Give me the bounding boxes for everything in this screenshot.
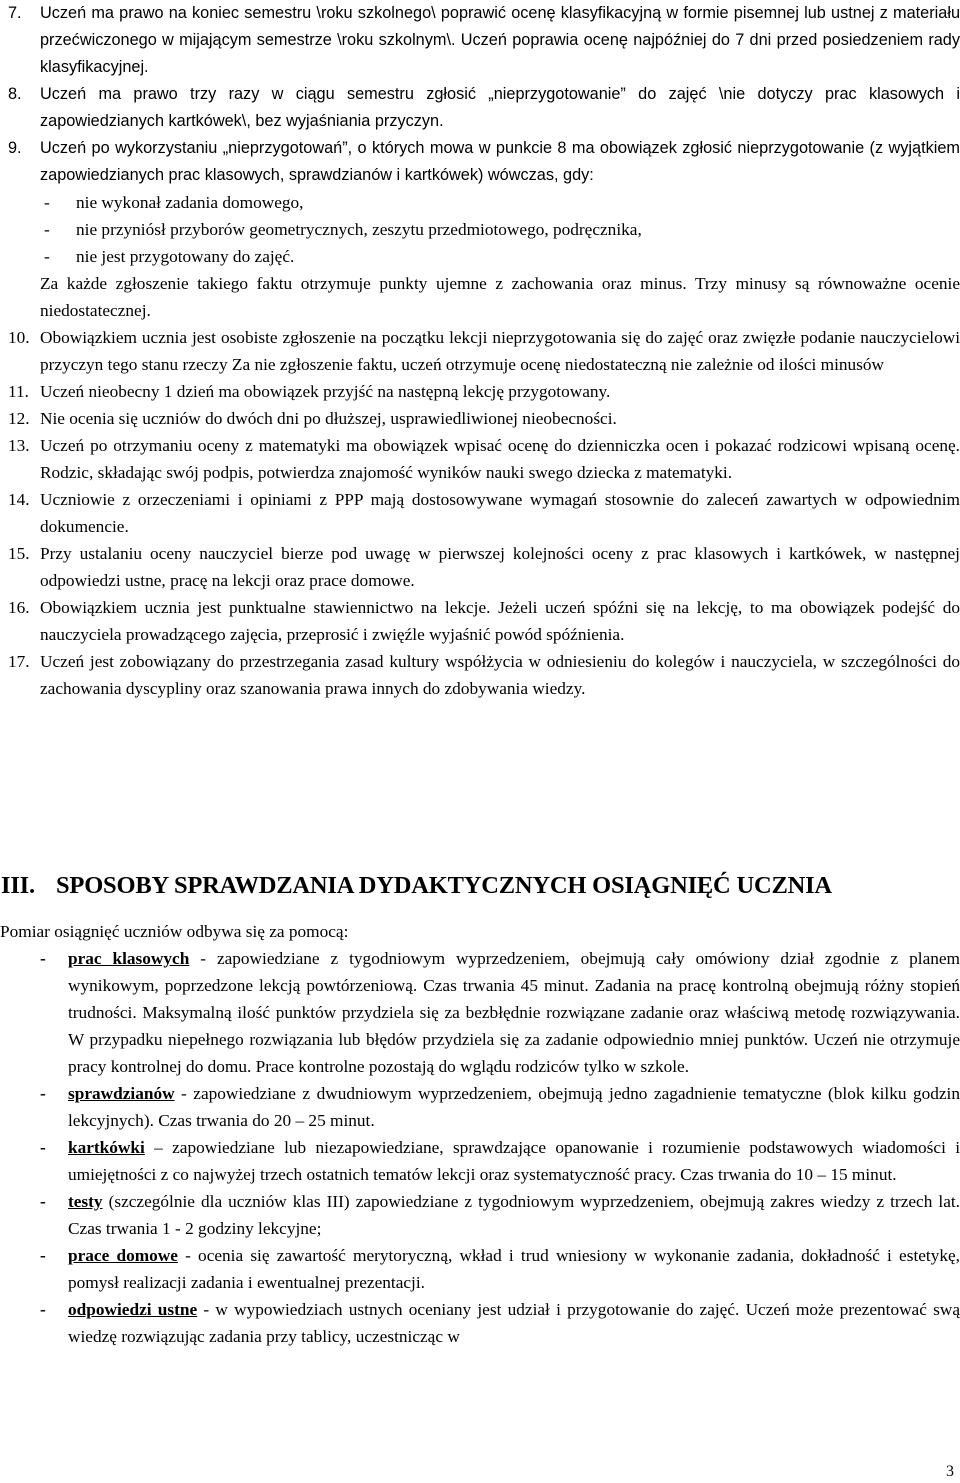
dash-bullet: - — [40, 1246, 46, 1265]
dash-bullet: - — [40, 1300, 46, 1319]
method-separator: - — [177, 1246, 199, 1265]
method-item — [0, 1080, 960, 1134]
method-separator: - — [174, 1084, 194, 1103]
page-number: 3 — [946, 1463, 954, 1480]
sub-list-item — [40, 216, 960, 243]
rule-text: Nie ocenia się uczniów do dwóch dni po dłuższej, usprawiedliwionej nieobecności. — [40, 409, 617, 428]
rule-item — [0, 0, 960, 81]
section-number: III. — [1, 872, 35, 899]
assessment-methods-list — [0, 945, 960, 1350]
method-description: ocenia się zawartość merytoryczną, wkład i trud wniesiony w wykonanie zadania, dokładność i estetykę, pomysł realizacji zadania i ewentualnej prezentacji. — [68, 1246, 960, 1292]
method-description: (szczególnie dla uczniów klas III) zapowiedziane z tygodniowym wyprzedzeniem, obejmują zakres wiedzy z trzech lat. Czas trwania 1 - 2 godziny lekcyjne; — [68, 1192, 960, 1238]
dash-bullet: - — [44, 247, 50, 266]
rule-item — [0, 405, 960, 432]
method-term: kartkówki — [68, 1138, 145, 1157]
method-term: sprawdzianów — [68, 1084, 175, 1103]
rule-item — [0, 432, 960, 486]
rule-text: Przy ustalaniu oceny nauczyciel bierze pod uwagę w pierwszej kolejności oceny z prac klasowych i kartkówek, w następnej odpowiedzi ustne, pracę na lekcji oraz prace domowe. — [40, 544, 960, 590]
section-intro: Pomiar osiągnięć uczniów odbywa się za pomocą: — [0, 922, 349, 941]
rule-text: Uczeń nieobecny 1 dzień ma obowiązek przyjść na następną lekcję przygotowany. — [40, 382, 611, 401]
method-item — [0, 1188, 960, 1242]
rule-number: 9. — [8, 139, 22, 157]
rule-item — [0, 486, 960, 540]
rule-number: 14. — [8, 490, 30, 509]
method-term: prac klasowych — [68, 949, 190, 968]
method-item — [0, 945, 960, 1080]
rule-number: 12. — [8, 409, 30, 428]
rule-text: Obowiązkiem ucznia jest punktualne stawiennictwo na lekcje. Jeżeli uczeń spóźni się na lekcję, to ma obowiązek podejść do nauczyciela prowadzącego zajęcia, przeprosić i zwięźle wyjaśnić powód spóźnienia. — [40, 598, 960, 644]
rule-sub-list — [40, 189, 960, 270]
rule-item — [0, 594, 960, 648]
rule-text: Uczeń ma prawo trzy razy w ciągu semestru zgłosić „nieprzygotowanie” do zajęć \nie dotyczy prac klasowych i zapowiedzianych kartkówek\, bez wyjaśniania przyczyn. — [40, 85, 960, 130]
rule-item — [0, 81, 960, 135]
sub-list-text: nie wykonał zadania domowego, — [76, 193, 304, 212]
rule-number: 8. — [8, 85, 22, 103]
method-separator: – — [144, 1138, 173, 1157]
rule-sub-list-block — [0, 189, 960, 324]
sub-list-item — [40, 189, 960, 216]
rule-number: 16. — [8, 598, 30, 617]
method-item — [0, 1134, 960, 1188]
section-title: SPOSOBY SPRAWDZANIA DYDAKTYCZNYCH OSIĄGNIĘĆ UCZNIA — [56, 872, 832, 899]
dash-bullet: - — [40, 949, 46, 968]
rule-item — [0, 648, 960, 702]
method-item — [0, 1242, 960, 1296]
method-description: zapowiedziane lub niezapowiedziane, sprawdzające opanowanie i rozumienie podstawowych wiadomości i umiejętności z co najwyżej trzech ostatnich tematów lekcji oraz systematyczność pracy. Czas trwania do 10 – 15 minut. — [68, 1138, 960, 1184]
rule-item — [0, 540, 960, 594]
rule-number: 7. — [8, 4, 22, 22]
method-term: odpowiedzi ustne — [68, 1300, 198, 1319]
dash-bullet: - — [44, 220, 50, 239]
method-description: w wypowiedziach ustnych oceniany jest udział i przygotowanie do zajęć. Uczeń może prezentować swą wiedzę rozwiązując zadania przy tablicy, uczestnicząc w — [68, 1300, 960, 1346]
rule-item — [0, 378, 960, 405]
rule-text: Obowiązkiem ucznia jest osobiste zgłoszenie na początku lekcji nieprzygotowania się do zajęć oraz zwięzłe podanie nauczycielowi przyczyn tego stanu rzeczy Za nie zgłoszenie faktu, uczeń otrzymuje ocenę niedostateczną nie zależnie od ilości minusów — [40, 328, 960, 374]
rule-text: Uczeń po wykorzystaniu „nieprzygotowań”, o których mowa w punkcie 8 ma obowiązek zgłosić nieprzygotowanie (z wyjątkiem zapowiedzianych prac klasowych, sprawdzianów i kartkówek) wówczas, gdy: — [40, 139, 960, 184]
method-separator: - — [189, 949, 217, 968]
rule-text: Uczniowie z orzeczeniami i opiniami z PPP mają dostosowywane wymagań stosownie do zaleceń zawartych w odpowiednim dokumencie. — [40, 490, 960, 536]
method-term: prace domowe — [68, 1246, 178, 1265]
method-description: zapowiedziane z tygodniowym wyprzedzeniem, obejmują cały omówiony dział zgodnie z planem wynikowym, poprzedzone lekcją powtórzeniową. Czas trwania 45 minut. Zadania na pracę kontrolną obejmują różny stopień trudności. Maksymalną ilość punktów przydziela się za bezbłędnie rozwiązane zadanie oraz właściwą metodę rozwiązywania. W przypadku niepełnego rozwiązania lub błędów przydziela się za zadanie odpowiednio mniej punktów. Uczeń nie otrzymuje pracy kontrolnej do domu. Prace kontrolne pozostają do wglądu rodziców tylko w szkole. — [68, 949, 960, 1076]
rule-number: 13. — [8, 436, 30, 455]
dash-bullet: - — [40, 1138, 46, 1157]
sub-list-item — [40, 243, 960, 270]
rule-number: 15. — [8, 544, 30, 563]
rules-list — [0, 0, 960, 702]
method-term: testy — [68, 1192, 103, 1211]
dash-bullet: - — [40, 1192, 46, 1211]
rule-number: 11. — [8, 382, 29, 401]
rule-number: 10. — [8, 328, 30, 347]
dash-bullet: - — [44, 193, 50, 212]
sub-list-text: nie jest przygotowany do zajęć. — [76, 247, 295, 266]
rule-text: Uczeń jest zobowiązany do przestrzegania zasad kultury współżycia w odniesieniu do kolegów i nauczyciela, w szczególności do zachowania dyscypliny oraz szanowania prawa innych do zdobywania wiedzy. — [40, 652, 960, 698]
method-item — [0, 1296, 960, 1350]
rule-text: Uczeń ma prawo na koniec semestru \roku szkolnego\ poprawić ocenę klasyfikacyjną w formie pisemnej lub ustnej z materiału przećwiczonego w mijającym semestrze \roku szkolnym\. Uczeń poprawia ocenę najpóźniej do 7 dni przed posiedzeniem rady klasyfikacyjnej. — [40, 4, 960, 76]
method-separator: - — [197, 1300, 216, 1319]
rule-text: Uczeń po otrzymaniu oceny z matematyki ma obowiązek wpisać ocenę do dzienniczka ocen i pokazać rodzicowi wpisaną ocenę. Rodzic, składając swój podpis, potwierdza znajomość wyników nauki swego dziecka z matematyki. — [40, 436, 960, 482]
dash-bullet: - — [40, 1084, 46, 1103]
rule-item — [0, 324, 960, 378]
rule-number: 17. — [8, 652, 30, 671]
method-description: zapowiedziane z dwudniowym wyprzedzeniem, obejmują jedno zagadnienie tematyczne (blok kilku godzin lekcyjnych). Czas trwania do 20 – 25 minut. — [68, 1084, 960, 1130]
rule-item — [0, 135, 960, 189]
rule-note: Za każde zgłoszenie takiego faktu otrzymuje punkty ujemne z zachowania oraz minus. Trzy minusy są równoważne ocenie niedostatecznej. — [40, 274, 960, 320]
sub-list-text: nie przyniósł przyborów geometrycznych, zeszytu przedmiotowego, podręcznika, — [76, 220, 642, 239]
